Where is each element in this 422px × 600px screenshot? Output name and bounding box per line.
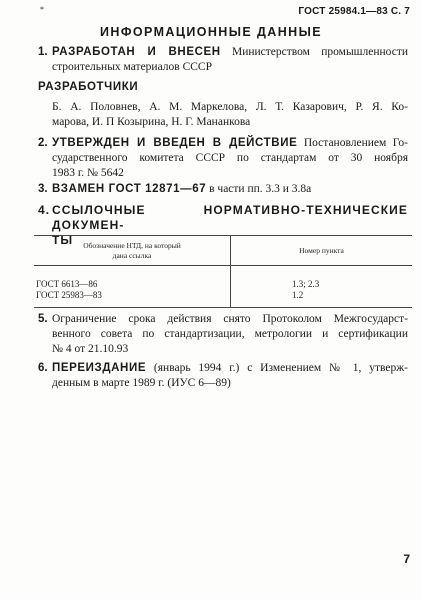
item-6-body <box>52 361 408 391</box>
item-1-number: 1. <box>38 46 48 58</box>
table-row-2-clause: 1.2 <box>292 290 304 300</box>
item-2-line-2: сударственного комитета СССР по стандартам от 30 ноября <box>52 152 408 164</box>
table-top-rule <box>34 235 412 236</box>
developers-line-2: марова, И. П Козырина, Н. Г. Мананкова <box>52 116 251 128</box>
item-1-body <box>52 45 408 75</box>
item-5-body <box>52 312 408 357</box>
item-3-rest: в части пп. 3.3 и 3.8а <box>206 183 312 195</box>
item-3-body <box>52 182 408 197</box>
developers-list <box>52 100 408 130</box>
item-1-heading: РАЗРАБОТАН И ВНЕСЕН <box>52 46 221 58</box>
page-number: 7 <box>403 552 410 566</box>
item-3-heading: ВЗАМЕН ГОСТ 12871—67 <box>52 183 207 195</box>
item-6-heading: ПЕРЕИЗДАНИЕ <box>52 362 147 374</box>
standard-header: ГОСТ 25984.1—83 С. 7 <box>298 6 410 17</box>
item-5-line-1: Ограничение срока действия снято Протоколом Межгосударст- <box>52 313 408 325</box>
item-5 <box>38 312 408 357</box>
table-header-document-line-1: Обозначение НТД, на который <box>83 241 181 250</box>
item-2-body <box>52 136 408 181</box>
item-2 <box>38 136 408 181</box>
table-header-document <box>34 241 230 261</box>
item-5-line-2: венного совета по стандартизации, метрологии и сертификации <box>52 328 408 340</box>
table-header-rule <box>34 265 412 266</box>
reference-table <box>34 235 412 308</box>
item-4-line-1: ССЫЛОЧНЫЕ НОРМАТИВНО-ТЕХНИЧЕСКИЕ ДОКУМЕН- <box>52 203 408 232</box>
item-2-line-1-rest: Постановлением Го- <box>297 137 408 149</box>
item-6-number: 6. <box>38 362 48 374</box>
item-4-number: 4. <box>38 203 51 217</box>
item-5-number: 5. <box>38 313 48 325</box>
item-2-heading: УТВЕРЖДЕН И ВВЕДЕН В ДЕЙСТВИЕ <box>52 137 298 149</box>
item-6 <box>38 361 408 391</box>
table-bottom-rule <box>34 307 412 308</box>
item-1-line-2: строительных материалов СССР <box>52 61 212 73</box>
developers-line-1: Б. А. Половнев, А. М. Маркелова, Л. Т. Казарович, Р. Я. Ко- <box>52 101 408 113</box>
table-header-clause: Номер пункта <box>299 246 344 255</box>
item-1-line-1-rest: Министерством промышленности <box>220 46 409 58</box>
item-3 <box>38 182 408 197</box>
corner-mark: * <box>40 5 44 14</box>
page-title: ИНФОРМАЦИОННЫЕ ДАННЫЕ <box>100 25 322 39</box>
item-6-line-2: денным в марте 1989 г. (ИУС 6—89) <box>52 377 231 389</box>
table-row-2-doc: ГОСТ 25983—83 <box>36 290 102 300</box>
item-1-line-1 <box>52 45 408 60</box>
item-6-line-1-rest: (январь 1994 г.) с Изменением № 1, утверж- <box>146 362 408 374</box>
table-row-1-doc: ГОСТ 6613—86 <box>36 279 98 289</box>
developers-heading: РАЗРАБОТЧИКИ <box>38 81 139 93</box>
item-2-line-1 <box>52 136 408 151</box>
table-header-document-line-2: дана ссылка <box>112 251 152 260</box>
item-2-line-3: 1983 г. № 5642 <box>52 167 124 179</box>
item-3-number: 3. <box>38 183 48 195</box>
table-row-1-clause: 1.3; 2.3 <box>292 279 320 289</box>
item-2-number: 2. <box>38 137 48 149</box>
item-5-line-3: № 4 от 21.10.93 <box>52 343 129 355</box>
item-4-line-2: ТЫ <box>52 233 74 247</box>
item-3-line <box>52 182 408 197</box>
item-1 <box>38 45 408 75</box>
item-6-line-1 <box>52 361 408 376</box>
